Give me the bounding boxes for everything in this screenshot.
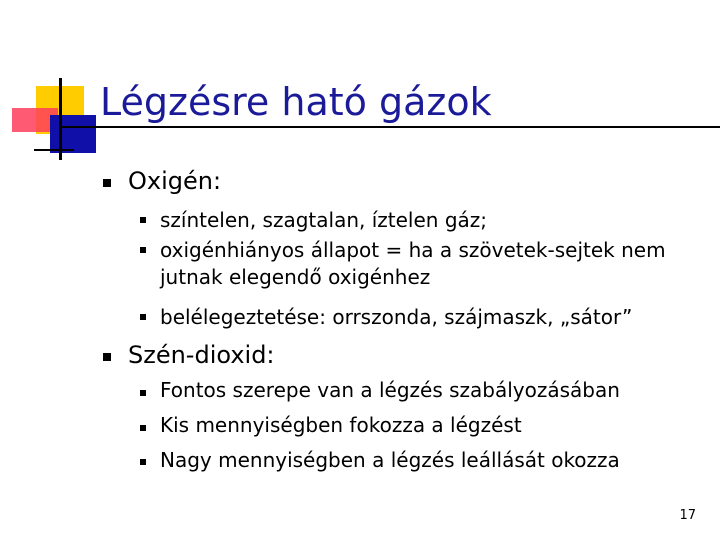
list-item: Fontos szerepe van a légzés szabályozásában — [160, 378, 620, 402]
logo-blue-square — [50, 115, 96, 153]
slide-title: Légzésre ható gázok — [100, 80, 492, 124]
list-item: oxigénhiányos állapot = ha a szövetek-sejtek nem — [160, 238, 666, 262]
list-item: Kis mennyiségben fokozza a légzést — [160, 413, 522, 437]
bullet-square — [103, 353, 111, 361]
bullet-square — [140, 459, 146, 465]
bullet-square — [140, 390, 146, 396]
bullet-square — [103, 179, 111, 187]
bullet-square — [140, 247, 146, 253]
title-underline — [62, 126, 720, 128]
page-number: 17 — [679, 508, 696, 523]
list-item-continuation: jutnak elegendő oxigénhez — [160, 265, 431, 289]
bullet-square — [140, 314, 146, 320]
logo-vertical-line — [59, 78, 62, 160]
bullet-square — [140, 217, 146, 223]
section-heading-szen-dioxid: Szén-dioxid: — [128, 341, 275, 369]
bullet-square — [140, 425, 146, 431]
list-item: színtelen, szagtalan, íztelen gáz; — [160, 208, 488, 232]
list-item: belélegeztetése: orrszonda, szájmaszk, „sátor” — [160, 305, 633, 329]
section-heading-oxigen: Oxigén: — [128, 167, 222, 195]
logo-horizontal-line — [34, 149, 74, 151]
list-item: Nagy mennyiségben a légzés leállását okozza — [160, 448, 620, 472]
